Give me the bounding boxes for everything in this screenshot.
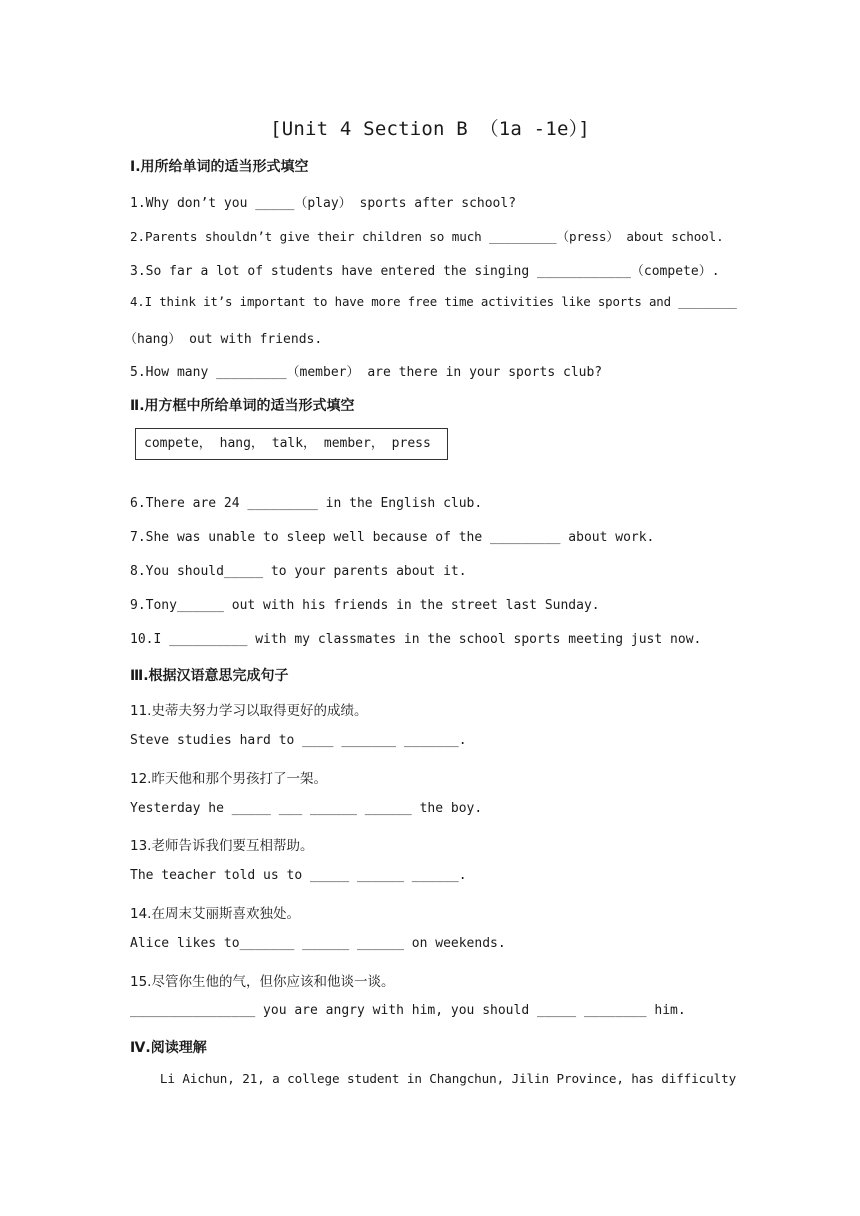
question-11-chinese: 11.史蒂夫努力学习以取得更好的成绩。	[130, 703, 368, 719]
question-1: 1.Why don’t you _____（play） sports after school?	[130, 196, 517, 211]
question-14-english: Alice likes to_______ ______ ______ on weekends.	[130, 936, 506, 951]
question-11-english: Steve studies hard to ____ _______ _______.	[130, 733, 467, 748]
question-9: 9.Tony______ out with his friends in the street last Sunday.	[130, 598, 600, 613]
question-15-chinese: 15.尽管你生他的气，但你应该和他谈一谈。	[130, 974, 395, 990]
section-1-heading: Ⅰ.用所给单词的适当形式填空	[130, 159, 309, 175]
page-title: [Unit 4 Section B （1a -1e）]	[270, 118, 590, 140]
question-12-english: Yesterday he _____ ___ ______ ______ the boy.	[130, 801, 483, 816]
section-3-heading: Ⅲ.根据汉语意思完成句子	[130, 668, 289, 684]
question-8: 8.You should_____ to your parents about it.	[130, 564, 467, 579]
section-4-heading: Ⅳ.阅读理解	[130, 1040, 207, 1056]
question-5: 5.How many _________（member） are there in your sports club?	[130, 365, 603, 380]
question-4-line-2: （hang） out with friends.	[124, 332, 323, 347]
question-12-chinese: 12.昨天他和那个男孩打了一架。	[130, 771, 327, 787]
question-13-chinese: 13.老师告诉我们要互相帮助。	[130, 838, 314, 854]
question-6: 6.There are 24 _________ in the English club.	[130, 496, 483, 511]
section-2-heading: Ⅱ.用方框中所给单词的适当形式填空	[130, 398, 355, 414]
question-14-chinese: 14.在周末艾丽斯喜欢独处。	[130, 906, 300, 922]
question-3: 3.So far a lot of students have entered the singing ____________（compete）.	[130, 264, 720, 279]
question-10: 10.I __________ with my classmates in the school sports meeting just now.	[130, 632, 702, 647]
question-13-english: The teacher told us to _____ ______ ______.	[130, 868, 467, 883]
question-15-english: ________________ you are angry with him, you should _____ ________ him.	[130, 1003, 686, 1018]
question-7: 7.She was unable to sleep well because of the _________ about work.	[130, 530, 655, 545]
reading-paragraph-line-1: Li Aichun, 21, a college student in Changchun, Jilin Province, has difficulty	[130, 1071, 737, 1086]
question-4-line-1: 4.I think it’s important to have more free time activities like sports and ________	[130, 294, 737, 309]
word-box: compete， hang， talk， member， press	[135, 428, 448, 460]
question-2: 2.Parents shouldn’t give their children so much _________（press） about school.	[130, 229, 724, 244]
